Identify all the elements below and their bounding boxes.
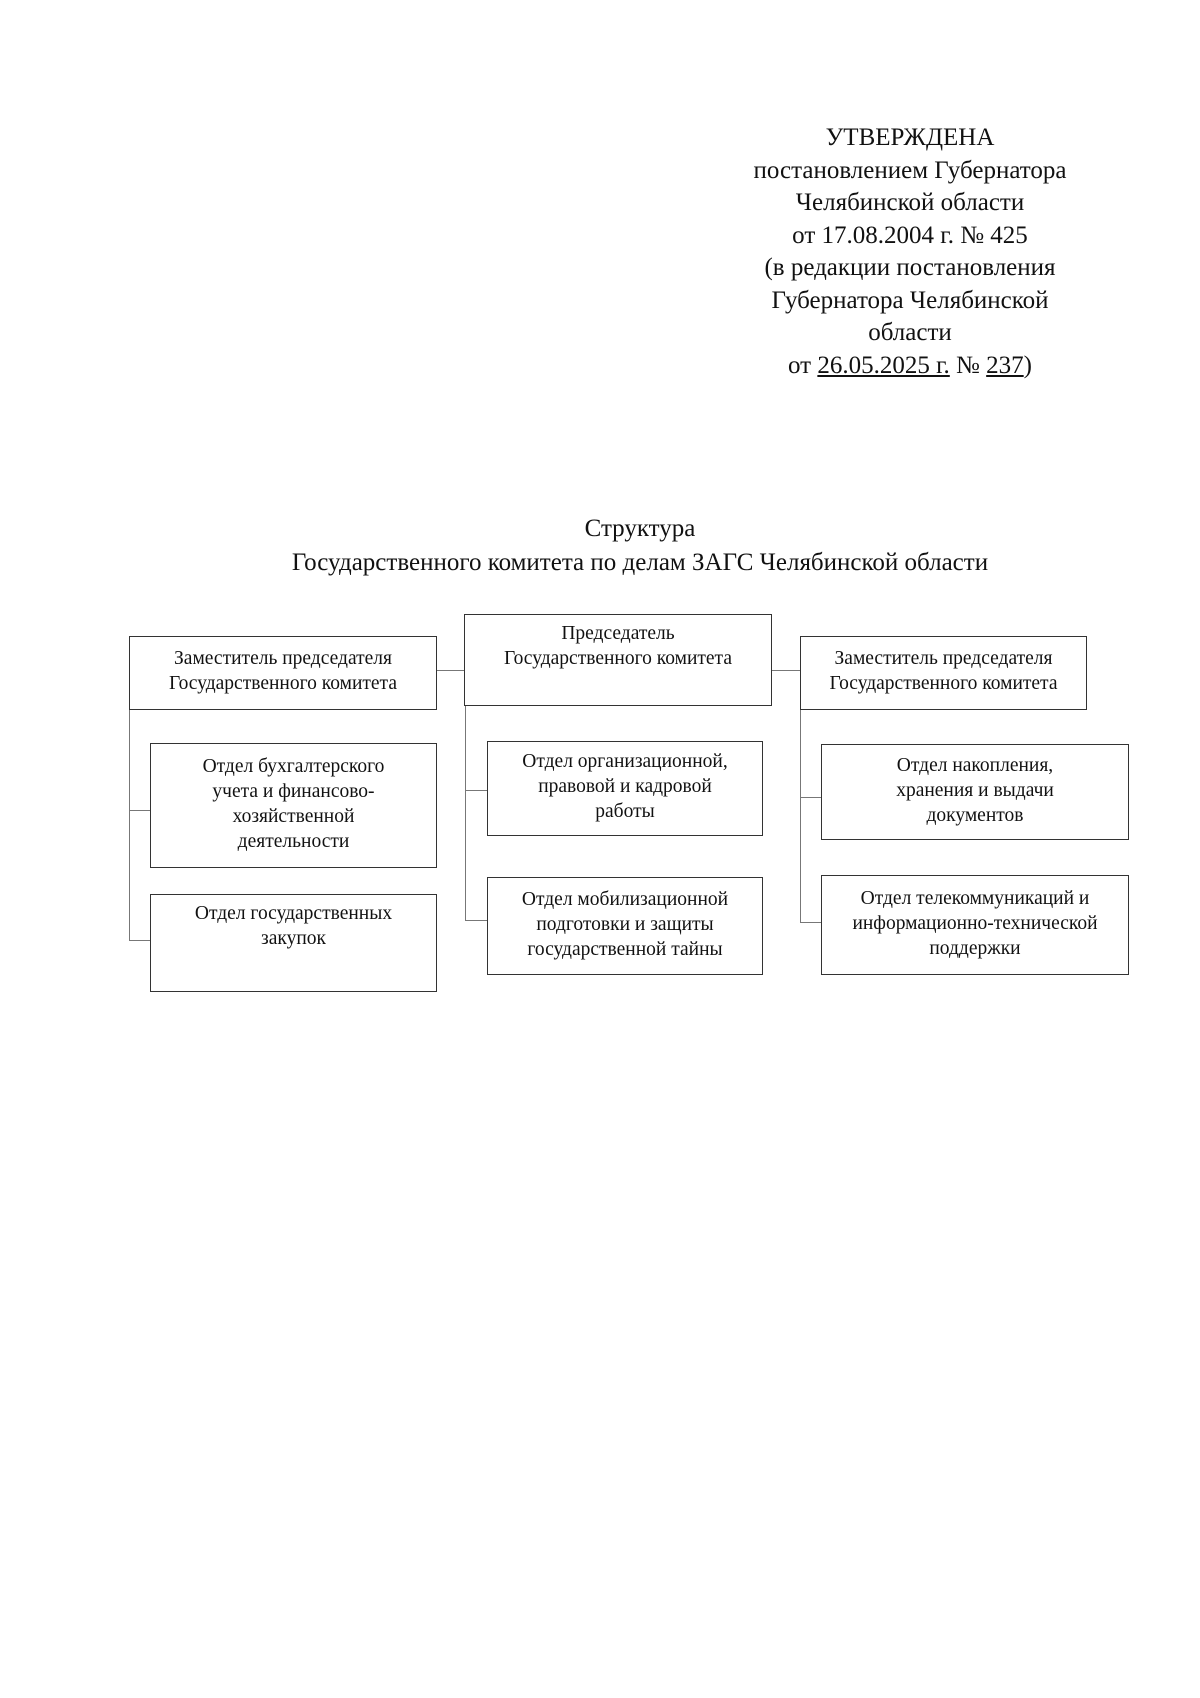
box-text: закупок [261, 928, 326, 949]
box-text: Отдел телекоммуникаций и [860, 887, 1090, 909]
approval-line: Губернатора Челябинской [771, 286, 1049, 314]
approval-line: УТВЕРЖДЕНА [825, 124, 995, 151]
chairman-box [464, 614, 772, 706]
box-text: Отдел мобилизационной [521, 888, 729, 910]
deputy-right-box [800, 636, 1087, 710]
amendment-prefix: от [788, 351, 818, 379]
box-text: Отдел бухгалтерского [202, 755, 385, 777]
box-text: Председатель [561, 623, 675, 644]
box-text: Заместитель председателя [834, 648, 1053, 669]
dept-accounting-box [150, 743, 437, 868]
box-text: Государственного комитета [829, 673, 1058, 694]
connector-line [465, 920, 487, 921]
box-text: хозяйственной [232, 805, 355, 827]
box-text: хранения и выдачи [896, 779, 1054, 801]
box-text: подготовки и защиты [536, 913, 714, 935]
dept-procurement-box [150, 894, 437, 992]
box-text: правовой и кадровой [538, 776, 712, 797]
box-text: Отдел государственных [194, 903, 393, 924]
amendment-suffix: ) [1023, 351, 1032, 379]
dept-mobilization-box [487, 877, 763, 975]
box-text: Заместитель председателя [174, 648, 392, 669]
document-title [180, 512, 1100, 580]
box-text: Государственного комитета [169, 673, 397, 694]
connector-line [772, 670, 800, 671]
dept-telecom-box [821, 875, 1129, 975]
connector-line [129, 940, 150, 941]
connector-line [129, 710, 130, 940]
approval-line: Челябинской области [795, 189, 1025, 216]
title-line-1: Структура [584, 515, 696, 542]
connector-line [800, 710, 801, 922]
approval-line: от 17.08.2004 г. № 425 [792, 221, 1028, 249]
box-text: Государственного комитета [504, 648, 732, 669]
amendment-number: 237 [986, 351, 1024, 379]
connector-line [465, 706, 466, 921]
box-text: государственной тайны [527, 938, 723, 960]
deputy-left-box [129, 636, 437, 710]
box-text: информационно-технической [852, 912, 1098, 934]
box-text: учета и финансово- [212, 780, 375, 802]
amendment-date: 26.05.2025 г. [817, 351, 950, 379]
connector-line [800, 922, 821, 923]
box-text: работы [595, 801, 655, 822]
connector-line [129, 810, 150, 811]
dept-organizational-box [487, 741, 763, 836]
connector-line [800, 797, 821, 798]
approval-line: (в редакции постановления [764, 254, 1056, 281]
approval-line: области [868, 319, 952, 346]
dept-records-box [821, 744, 1129, 840]
amendment-number-sign: № [949, 351, 987, 379]
connector-line [465, 790, 487, 791]
box-text: поддержки [929, 937, 1021, 959]
approval-amendment-line [700, 350, 1120, 383]
title-line-2: Государственного комитета по делам ЗАГС Челябинской области [291, 549, 989, 576]
box-text: деятельности [237, 830, 350, 852]
box-text: Отдел организационной, [522, 751, 728, 772]
connector-line [437, 670, 464, 671]
box-text: Отдел накопления, [896, 754, 1054, 776]
approval-block [700, 122, 1120, 382]
approval-line: постановлением Губернатора [753, 156, 1067, 184]
box-text: документов [926, 804, 1024, 826]
